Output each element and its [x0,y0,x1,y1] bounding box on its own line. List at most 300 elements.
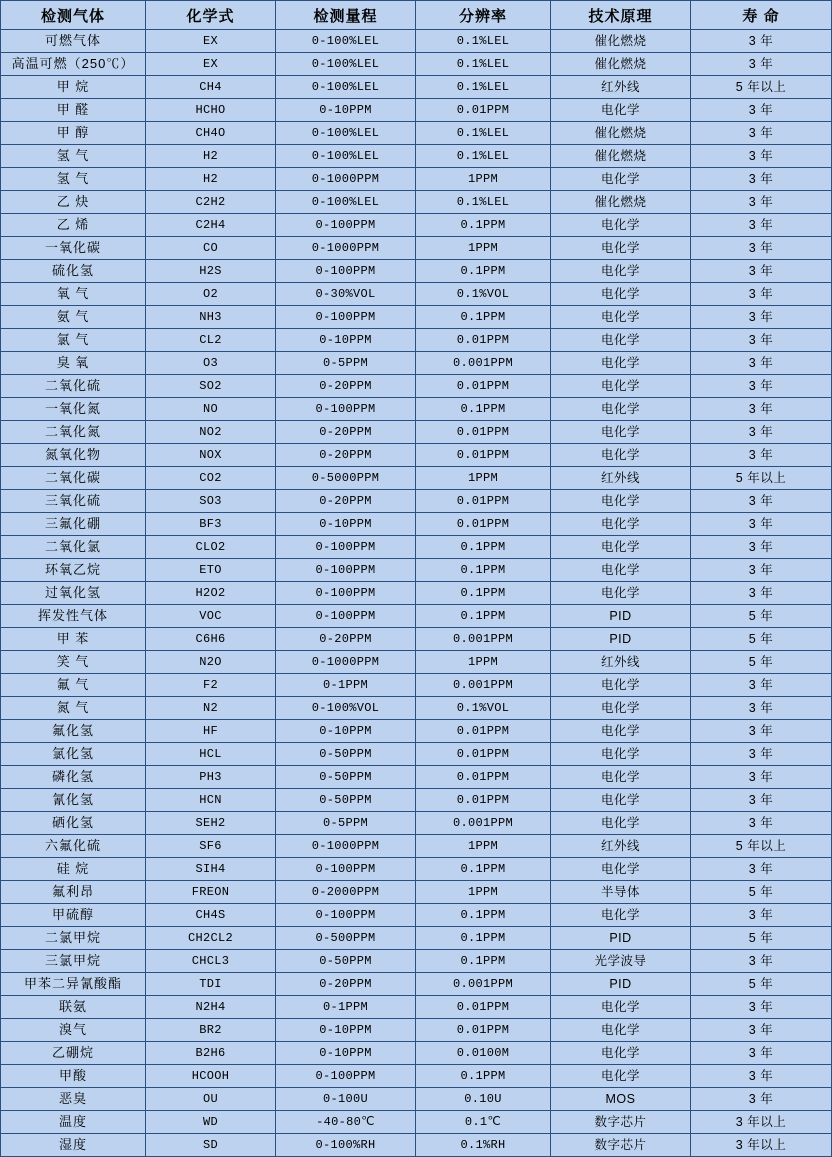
cell-gas: 甲 苯 [1,628,146,651]
table-row [1,904,832,927]
table-row [1,881,832,904]
cell-technology: 催化燃烧 [551,191,691,214]
cell-formula: SO3 [146,490,276,513]
cell-range: 0-1000PPM [276,237,416,260]
cell-resolution: 0.01PPM [416,789,551,812]
cell-resolution: 0.1%LEL [416,30,551,53]
cell-resolution: 0.1%LEL [416,76,551,99]
cell-range: 0-100PPM [276,858,416,881]
cell-formula: CO [146,237,276,260]
cell-gas: 二氧化硫 [1,375,146,398]
column-header-technology: 技术原理 [551,1,691,30]
table-row [1,352,832,375]
cell-resolution: 0.001PPM [416,973,551,996]
cell-formula: HCHO [146,99,276,122]
cell-lifespan: 3 年 [691,490,832,513]
cell-formula: NO [146,398,276,421]
table-row [1,145,832,168]
cell-formula: HF [146,720,276,743]
cell-formula: C2H4 [146,214,276,237]
cell-range: 0-100PPM [276,398,416,421]
cell-formula: SIH4 [146,858,276,881]
cell-range: 0-1000PPM [276,651,416,674]
cell-gas: 高温可燃（250℃） [1,53,146,76]
cell-formula: CH4 [146,76,276,99]
table-row [1,835,832,858]
cell-resolution: 0.01PPM [416,1019,551,1042]
cell-resolution: 0.01PPM [416,766,551,789]
cell-range: 0-20PPM [276,973,416,996]
table-row [1,306,832,329]
cell-gas: 甲苯二异氰酸酯 [1,973,146,996]
cell-formula: PH3 [146,766,276,789]
cell-lifespan: 5 年 [691,628,832,651]
cell-resolution: 0.1PPM [416,1065,551,1088]
cell-formula: CLO2 [146,536,276,559]
table-row [1,996,832,1019]
cell-resolution: 0.1PPM [416,536,551,559]
cell-lifespan: 3 年 [691,30,832,53]
cell-lifespan: 3 年 [691,996,832,1019]
cell-gas: 甲 烷 [1,76,146,99]
cell-technology: 电化学 [551,559,691,582]
cell-lifespan: 3 年 [691,904,832,927]
cell-lifespan: 5 年 [691,881,832,904]
cell-resolution: 0.1%LEL [416,53,551,76]
cell-resolution: 0.01PPM [416,444,551,467]
table-row [1,214,832,237]
cell-technology: 半导体 [551,881,691,904]
cell-resolution: 0.1%VOL [416,697,551,720]
cell-lifespan: 3 年 [691,1019,832,1042]
cell-lifespan: 3 年 [691,582,832,605]
cell-gas: 温度 [1,1111,146,1134]
cell-technology: 红外线 [551,835,691,858]
cell-lifespan: 3 年以上 [691,1134,832,1157]
cell-technology: 红外线 [551,651,691,674]
cell-technology: MOS [551,1088,691,1111]
cell-lifespan: 3 年 [691,191,832,214]
cell-gas: 氢 气 [1,145,146,168]
cell-technology: 电化学 [551,1065,691,1088]
cell-range: 0-1PPM [276,674,416,697]
cell-technology: 电化学 [551,1019,691,1042]
cell-technology: 电化学 [551,260,691,283]
cell-formula: CH4S [146,904,276,927]
cell-formula: BF3 [146,513,276,536]
cell-lifespan: 5 年 [691,651,832,674]
cell-formula: C2H2 [146,191,276,214]
cell-technology: 催化燃烧 [551,122,691,145]
cell-formula: OU [146,1088,276,1111]
cell-resolution: 0.1PPM [416,398,551,421]
table-row [1,605,832,628]
cell-lifespan: 3 年 [691,513,832,536]
table-row [1,651,832,674]
table-row [1,168,832,191]
cell-lifespan: 5 年以上 [691,835,832,858]
cell-technology: 电化学 [551,513,691,536]
cell-gas: 环氧乙烷 [1,559,146,582]
cell-formula: C6H6 [146,628,276,651]
column-header-resolution: 分辨率 [416,1,551,30]
cell-gas: 氧 气 [1,283,146,306]
cell-gas: 二氧化氯 [1,536,146,559]
cell-lifespan: 3 年 [691,122,832,145]
cell-range: -40-80℃ [276,1111,416,1134]
table-row [1,398,832,421]
table-row [1,1019,832,1042]
cell-formula: HCL [146,743,276,766]
cell-lifespan: 3 年 [691,1042,832,1065]
table-row [1,283,832,306]
column-header-gas: 检测气体 [1,1,146,30]
cell-resolution: 0.1PPM [416,904,551,927]
cell-gas: 甲 醇 [1,122,146,145]
cell-resolution: 0.1PPM [416,950,551,973]
cell-technology: 电化学 [551,283,691,306]
cell-formula: VOC [146,605,276,628]
cell-gas: 氰化氢 [1,789,146,812]
cell-range: 0-100%VOL [276,697,416,720]
cell-gas: 臭 氧 [1,352,146,375]
cell-technology: PID [551,628,691,651]
cell-formula: CH4O [146,122,276,145]
cell-formula: CH2CL2 [146,927,276,950]
cell-gas: 三氟化硼 [1,513,146,536]
table-row [1,237,832,260]
cell-formula: FREON [146,881,276,904]
cell-range: 0-20PPM [276,444,416,467]
table-row [1,858,832,881]
cell-technology: PID [551,927,691,950]
cell-technology: PID [551,605,691,628]
table-row [1,260,832,283]
cell-lifespan: 3 年 [691,858,832,881]
cell-gas: 硅 烷 [1,858,146,881]
cell-range: 0-100%LEL [276,76,416,99]
cell-technology: 电化学 [551,99,691,122]
cell-technology: 红外线 [551,467,691,490]
cell-gas: 二氧化氮 [1,421,146,444]
table-row [1,812,832,835]
cell-resolution: 0.01PPM [416,743,551,766]
cell-lifespan: 3 年 [691,421,832,444]
cell-lifespan: 3 年 [691,950,832,973]
cell-range: 0-100%LEL [276,122,416,145]
cell-resolution: 0.1PPM [416,214,551,237]
cell-resolution: 0.1%LEL [416,122,551,145]
cell-resolution: 0.1℃ [416,1111,551,1134]
cell-resolution: 1PPM [416,237,551,260]
cell-technology: 电化学 [551,237,691,260]
cell-lifespan: 3 年以上 [691,1111,832,1134]
cell-formula: CO2 [146,467,276,490]
table-row [1,927,832,950]
cell-range: 0-1000PPM [276,835,416,858]
cell-formula: SF6 [146,835,276,858]
table-row [1,973,832,996]
cell-resolution: 0.1PPM [416,306,551,329]
table-row [1,628,832,651]
table-row [1,444,832,467]
cell-resolution: 0.1%RH [416,1134,551,1157]
column-header-formula: 化学式 [146,1,276,30]
table-row [1,582,832,605]
cell-resolution: 0.1%LEL [416,191,551,214]
cell-resolution: 0.01PPM [416,329,551,352]
cell-lifespan: 3 年 [691,53,832,76]
cell-gas: 甲硫醇 [1,904,146,927]
cell-range: 0-100%LEL [276,191,416,214]
cell-technology: 电化学 [551,352,691,375]
cell-resolution: 0.1PPM [416,858,551,881]
cell-range: 0-5000PPM [276,467,416,490]
cell-lifespan: 3 年 [691,237,832,260]
cell-resolution: 0.001PPM [416,628,551,651]
cell-range: 0-100%RH [276,1134,416,1157]
cell-formula: H2S [146,260,276,283]
cell-gas: 甲酸 [1,1065,146,1088]
cell-technology: 电化学 [551,306,691,329]
cell-resolution: 0.01PPM [416,375,551,398]
cell-lifespan: 3 年 [691,306,832,329]
cell-resolution: 0.001PPM [416,674,551,697]
cell-resolution: 1PPM [416,881,551,904]
cell-technology: 电化学 [551,720,691,743]
cell-gas: 氮 气 [1,697,146,720]
cell-formula: TDI [146,973,276,996]
table-row [1,421,832,444]
cell-range: 0-100U [276,1088,416,1111]
cell-range: 0-100%LEL [276,145,416,168]
cell-lifespan: 3 年 [691,766,832,789]
cell-range: 0-100PPM [276,559,416,582]
cell-range: 0-10PPM [276,99,416,122]
cell-range: 0-20PPM [276,490,416,513]
cell-formula: N2H4 [146,996,276,1019]
cell-gas: 甲 醛 [1,99,146,122]
cell-formula: SEH2 [146,812,276,835]
cell-range: 0-5PPM [276,352,416,375]
cell-technology: 电化学 [551,743,691,766]
table-row [1,1134,832,1157]
cell-gas: 乙 炔 [1,191,146,214]
cell-formula: SO2 [146,375,276,398]
cell-range: 0-2000PPM [276,881,416,904]
table-row [1,53,832,76]
cell-technology: 电化学 [551,674,691,697]
cell-technology: 电化学 [551,697,691,720]
cell-lifespan: 3 年 [691,352,832,375]
cell-resolution: 0.1PPM [416,260,551,283]
cell-gas: 硫化氢 [1,260,146,283]
cell-range: 0-500PPM [276,927,416,950]
cell-formula: ETO [146,559,276,582]
cell-resolution: 0.01PPM [416,421,551,444]
cell-resolution: 1PPM [416,835,551,858]
cell-formula: H2 [146,168,276,191]
cell-technology: 光学波导 [551,950,691,973]
cell-gas: 挥发性气体 [1,605,146,628]
column-header-range: 检测量程 [276,1,416,30]
cell-gas: 磷化氢 [1,766,146,789]
cell-range: 0-10PPM [276,513,416,536]
cell-gas: 氨 气 [1,306,146,329]
cell-technology: 电化学 [551,904,691,927]
cell-lifespan: 3 年 [691,375,832,398]
cell-resolution: 0.01PPM [416,720,551,743]
cell-lifespan: 3 年 [691,283,832,306]
cell-resolution: 1PPM [416,168,551,191]
table-row [1,743,832,766]
table-row [1,1088,832,1111]
cell-range: 0-100PPM [276,582,416,605]
cell-lifespan: 3 年 [691,674,832,697]
cell-formula: NH3 [146,306,276,329]
cell-range: 0-100PPM [276,306,416,329]
cell-gas: 乙硼烷 [1,1042,146,1065]
cell-formula: NOX [146,444,276,467]
cell-gas: 氟利昂 [1,881,146,904]
table-row [1,1111,832,1134]
cell-lifespan: 3 年 [691,99,832,122]
cell-gas: 氯 气 [1,329,146,352]
cell-gas: 氯化氢 [1,743,146,766]
header-row [1,1,832,30]
cell-lifespan: 3 年 [691,789,832,812]
cell-technology: 电化学 [551,766,691,789]
table-row [1,559,832,582]
cell-lifespan: 3 年 [691,536,832,559]
cell-resolution: 0.01PPM [416,996,551,1019]
cell-gas: 一氧化氮 [1,398,146,421]
cell-lifespan: 5 年以上 [691,467,832,490]
cell-technology: 电化学 [551,398,691,421]
table-row [1,76,832,99]
cell-lifespan: 5 年 [691,973,832,996]
cell-resolution: 0.0100M [416,1042,551,1065]
cell-range: 0-50PPM [276,950,416,973]
cell-technology: 电化学 [551,214,691,237]
table-row [1,1065,832,1088]
cell-gas: 溴气 [1,1019,146,1042]
cell-lifespan: 5 年 [691,605,832,628]
cell-technology: 电化学 [551,444,691,467]
cell-range: 0-20PPM [276,375,416,398]
cell-resolution: 0.01PPM [416,513,551,536]
table-row [1,122,832,145]
cell-formula: HCN [146,789,276,812]
cell-technology: 电化学 [551,858,691,881]
cell-formula: N2O [146,651,276,674]
cell-gas: 氟 气 [1,674,146,697]
cell-range: 0-100PPM [276,1065,416,1088]
cell-range: 0-30%VOL [276,283,416,306]
cell-range: 0-100PPM [276,605,416,628]
cell-range: 0-100%LEL [276,53,416,76]
cell-gas: 一氧化碳 [1,237,146,260]
cell-gas: 六氟化硫 [1,835,146,858]
cell-range: 0-20PPM [276,628,416,651]
cell-gas: 笑 气 [1,651,146,674]
cell-lifespan: 3 年 [691,1065,832,1088]
cell-resolution: 0.01PPM [416,490,551,513]
cell-technology: 催化燃烧 [551,53,691,76]
cell-range: 0-100PPM [276,536,416,559]
cell-formula: B2H6 [146,1042,276,1065]
table-row [1,467,832,490]
cell-lifespan: 3 年 [691,168,832,191]
cell-formula: O3 [146,352,276,375]
table-row [1,513,832,536]
cell-resolution: 0.1PPM [416,605,551,628]
table-row [1,950,832,973]
cell-technology: 电化学 [551,812,691,835]
cell-range: 0-20PPM [276,421,416,444]
cell-resolution: 0.1PPM [416,582,551,605]
cell-range: 0-10PPM [276,1019,416,1042]
cell-lifespan: 5 年 [691,927,832,950]
cell-formula: H2 [146,145,276,168]
cell-technology: 催化燃烧 [551,30,691,53]
cell-lifespan: 3 年 [691,214,832,237]
cell-range: 0-1000PPM [276,168,416,191]
cell-technology: PID [551,973,691,996]
table-row [1,720,832,743]
cell-lifespan: 3 年 [691,743,832,766]
cell-resolution: 0.01PPM [416,99,551,122]
cell-formula: EX [146,53,276,76]
cell-gas: 三氯甲烷 [1,950,146,973]
cell-gas: 硒化氢 [1,812,146,835]
cell-technology: 电化学 [551,329,691,352]
cell-formula: SD [146,1134,276,1157]
cell-technology: 电化学 [551,375,691,398]
table-row [1,329,832,352]
cell-resolution: 1PPM [416,467,551,490]
cell-range: 0-10PPM [276,720,416,743]
cell-technology: 数字芯片 [551,1134,691,1157]
cell-technology: 电化学 [551,536,691,559]
table-row [1,697,832,720]
cell-gas: 过氧化氢 [1,582,146,605]
cell-gas: 可燃气体 [1,30,146,53]
cell-range: 0-50PPM [276,743,416,766]
cell-technology: 催化燃烧 [551,145,691,168]
cell-lifespan: 3 年 [691,329,832,352]
cell-technology: 电化学 [551,168,691,191]
column-header-lifespan: 寿 命 [691,1,832,30]
cell-formula: BR2 [146,1019,276,1042]
cell-range: 0-100PPM [276,214,416,237]
cell-lifespan: 3 年 [691,260,832,283]
cell-resolution: 0.001PPM [416,812,551,835]
table-row [1,375,832,398]
cell-formula: EX [146,30,276,53]
cell-gas: 氮氧化物 [1,444,146,467]
cell-gas: 联氨 [1,996,146,1019]
cell-technology: 电化学 [551,490,691,513]
cell-technology: 数字芯片 [551,1111,691,1134]
cell-formula: CHCL3 [146,950,276,973]
cell-gas: 三氧化硫 [1,490,146,513]
cell-range: 0-50PPM [276,789,416,812]
cell-lifespan: 3 年 [691,559,832,582]
cell-resolution: 0.1%LEL [416,145,551,168]
cell-technology: 电化学 [551,1042,691,1065]
cell-resolution: 0.1PPM [416,927,551,950]
